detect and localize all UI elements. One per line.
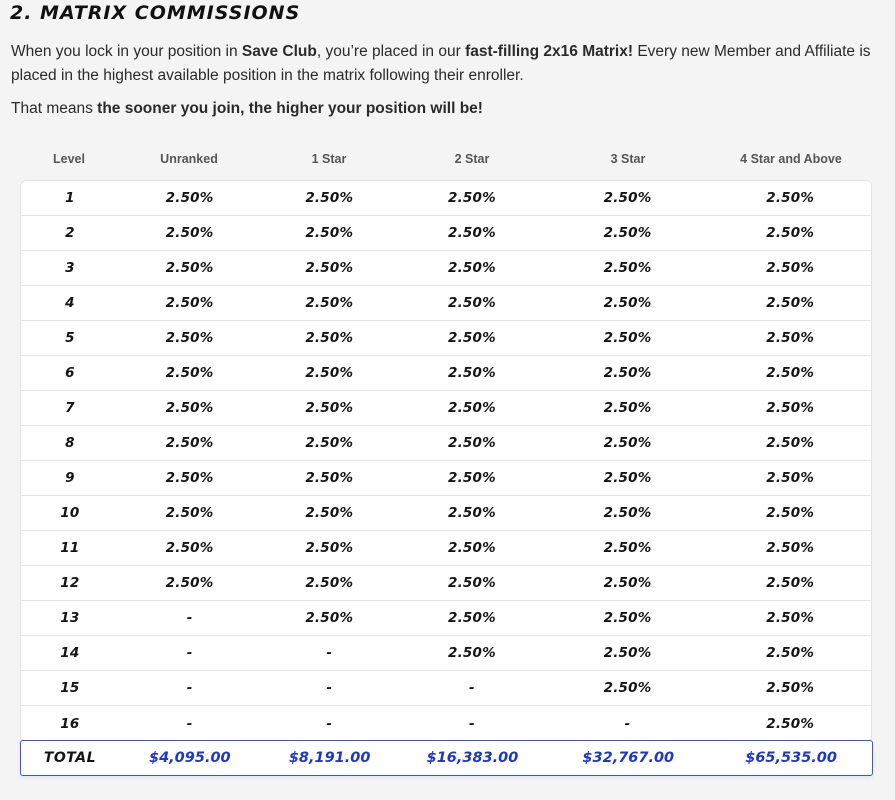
table-row xyxy=(21,636,871,671)
table-row xyxy=(21,461,871,496)
intro-text-3: Every new Member and Affiliate is placed in the highest available position in the matrix following their enroller. xyxy=(11,43,871,84)
table-row xyxy=(21,216,871,251)
cell-2-star: 2.50% xyxy=(448,295,496,311)
cell-3-star: 2.50% xyxy=(603,295,652,311)
cell-3-star: 2.50% xyxy=(603,435,652,451)
table-row xyxy=(21,251,871,286)
cell-1-star: 2.50% xyxy=(305,505,354,521)
note-text: That means xyxy=(11,100,98,117)
cell-level: 16 xyxy=(60,715,80,732)
table-row xyxy=(21,286,871,321)
cell-2-star: 2.50% xyxy=(448,225,496,241)
cell-3-star: - xyxy=(624,715,631,732)
cell-3-star: 2.50% xyxy=(603,575,652,591)
header-1-star: 1 Star xyxy=(311,152,347,166)
table-header-row xyxy=(20,148,872,170)
cell-2-star: 2.50% xyxy=(448,400,496,416)
table-row xyxy=(21,181,871,216)
cell-4-star-above: 2.50% xyxy=(766,540,815,556)
cell-level: 8 xyxy=(65,435,75,451)
cell-4-star-above: 2.50% xyxy=(766,575,815,591)
cell-1-star: 2.50% xyxy=(305,575,354,591)
cell-4-star-above: 2.50% xyxy=(766,400,815,416)
cell-3-star: 2.50% xyxy=(603,505,652,521)
total-4-star-above: $65,535.00 xyxy=(745,750,837,766)
cell-1-star: - xyxy=(326,680,333,696)
header-2-star: 2 Star xyxy=(454,152,490,166)
total-row xyxy=(20,740,873,776)
table-row xyxy=(21,531,871,566)
note-bold: the sooner you join, the higher your position will be! xyxy=(97,100,483,117)
header-4-star-above: 4 Star and Above xyxy=(740,152,842,166)
cell-3-star: 2.50% xyxy=(603,330,652,346)
cell-unranked: 2.50% xyxy=(165,400,214,416)
cell-3-star: 2.50% xyxy=(603,680,652,696)
table-row xyxy=(21,391,871,426)
table-row xyxy=(21,356,871,391)
cell-4-star-above: 2.50% xyxy=(766,260,815,276)
cell-4-star-above: 2.50% xyxy=(766,225,815,241)
cell-level: 10 xyxy=(60,505,80,521)
cell-1-star: - xyxy=(326,715,333,732)
total-1-star: $8,191.00 xyxy=(288,750,371,766)
cell-unranked: 2.50% xyxy=(165,505,214,521)
cell-2-star: 2.50% xyxy=(448,365,496,381)
cell-level: 15 xyxy=(60,680,80,696)
cell-level: 3 xyxy=(65,260,75,276)
cell-level: 1 xyxy=(65,190,75,206)
cell-1-star: - xyxy=(326,645,333,661)
cell-2-star: 2.50% xyxy=(448,645,496,661)
table-row xyxy=(21,671,871,706)
cell-3-star: 2.50% xyxy=(603,365,652,381)
cell-2-star: 2.50% xyxy=(448,575,496,591)
table-row xyxy=(21,706,871,741)
cell-1-star: 2.50% xyxy=(305,610,354,626)
cell-unranked: 2.50% xyxy=(165,260,214,276)
cell-1-star: 2.50% xyxy=(305,435,354,451)
cell-2-star: 2.50% xyxy=(448,190,496,206)
cell-unranked: - xyxy=(186,610,193,626)
cell-3-star: 2.50% xyxy=(603,190,652,206)
cell-unranked: 2.50% xyxy=(165,295,214,311)
intro-text-1: When you lock in your position in xyxy=(11,43,242,60)
cell-level: 4 xyxy=(65,295,75,311)
cell-4-star-above: 2.50% xyxy=(766,330,815,346)
cell-4-star-above: 2.50% xyxy=(766,680,815,696)
cell-unranked: 2.50% xyxy=(165,540,214,556)
cell-unranked: 2.50% xyxy=(165,190,214,206)
intro-bold-matrix: fast-filling 2x16 Matrix! xyxy=(465,43,634,60)
cell-3-star: 2.50% xyxy=(603,225,652,241)
cell-2-star: 2.50% xyxy=(448,610,496,626)
intro-paragraph xyxy=(11,40,881,88)
cell-level: 14 xyxy=(60,645,80,661)
table-row xyxy=(21,426,871,461)
cell-4-star-above: 2.50% xyxy=(766,610,815,626)
cell-2-star: 2.50% xyxy=(448,260,496,276)
cell-3-star: 2.50% xyxy=(603,540,652,556)
cell-4-star-above: 2.50% xyxy=(766,645,815,661)
cell-4-star-above: 2.50% xyxy=(766,190,815,206)
cell-3-star: 2.50% xyxy=(603,260,652,276)
cell-level: 9 xyxy=(65,470,75,486)
cell-unranked: 2.50% xyxy=(165,435,214,451)
cell-4-star-above: 2.50% xyxy=(766,295,815,311)
total-3-star: $32,767.00 xyxy=(582,750,675,766)
cell-2-star: 2.50% xyxy=(448,540,496,556)
section-heading: 2. MATRIX COMMISSIONS xyxy=(10,2,301,24)
cell-unranked: 2.50% xyxy=(165,365,214,381)
cell-level: 12 xyxy=(60,575,80,591)
cell-unranked: - xyxy=(186,645,193,661)
cell-level: 7 xyxy=(65,400,75,416)
cell-3-star: 2.50% xyxy=(603,645,652,661)
cell-1-star: 2.50% xyxy=(305,365,354,381)
cell-3-star: 2.50% xyxy=(603,610,652,626)
cell-2-star: 2.50% xyxy=(448,505,496,521)
cell-1-star: 2.50% xyxy=(305,330,354,346)
cell-1-star: 2.50% xyxy=(305,225,354,241)
cell-unranked: 2.50% xyxy=(165,225,214,241)
cell-2-star: 2.50% xyxy=(448,470,496,486)
cell-2-star: 2.50% xyxy=(448,330,496,346)
cell-1-star: 2.50% xyxy=(305,295,354,311)
cell-level: 2 xyxy=(65,225,75,241)
cell-2-star: - xyxy=(469,715,475,732)
total-label: TOTAL xyxy=(43,750,97,766)
cell-unranked: 2.50% xyxy=(165,470,214,486)
table-row xyxy=(21,601,871,636)
commission-table xyxy=(20,180,872,742)
cell-2-star: - xyxy=(469,680,475,696)
cell-4-star-above: 2.50% xyxy=(766,435,815,451)
cell-unranked: 2.50% xyxy=(165,575,214,591)
cell-1-star: 2.50% xyxy=(305,470,354,486)
cell-4-star-above: 2.50% xyxy=(766,470,815,486)
cell-level: 6 xyxy=(65,365,75,381)
header-level: Level xyxy=(53,152,85,166)
cell-1-star: 2.50% xyxy=(305,540,354,556)
cell-unranked: - xyxy=(186,680,193,696)
header-3-star: 3 Star xyxy=(610,152,646,166)
cell-1-star: 2.50% xyxy=(305,400,354,416)
total-unranked: $4,095.00 xyxy=(148,750,231,766)
cell-3-star: 2.50% xyxy=(603,400,652,416)
intro-bold-save-club: Save Club xyxy=(241,43,317,60)
cell-level: 11 xyxy=(60,540,80,556)
cell-2-star: 2.50% xyxy=(448,435,496,451)
table-row xyxy=(21,496,871,531)
table-row xyxy=(21,321,871,356)
cell-1-star: 2.50% xyxy=(305,260,354,276)
cell-level: 5 xyxy=(65,330,75,346)
note-paragraph xyxy=(11,97,881,121)
cell-unranked: - xyxy=(186,715,193,732)
cell-4-star-above: 2.50% xyxy=(766,715,815,732)
cell-unranked: 2.50% xyxy=(165,330,214,346)
total-2-star: $16,383.00 xyxy=(426,750,519,766)
cell-3-star: 2.50% xyxy=(603,470,652,486)
cell-level: 13 xyxy=(60,610,80,626)
header-unranked: Unranked xyxy=(160,152,218,166)
cell-4-star-above: 2.50% xyxy=(766,505,815,521)
table-row xyxy=(21,566,871,601)
intro-text-2: , you’re placed in our xyxy=(316,43,466,60)
cell-4-star-above: 2.50% xyxy=(766,365,815,381)
cell-1-star: 2.50% xyxy=(305,190,354,206)
